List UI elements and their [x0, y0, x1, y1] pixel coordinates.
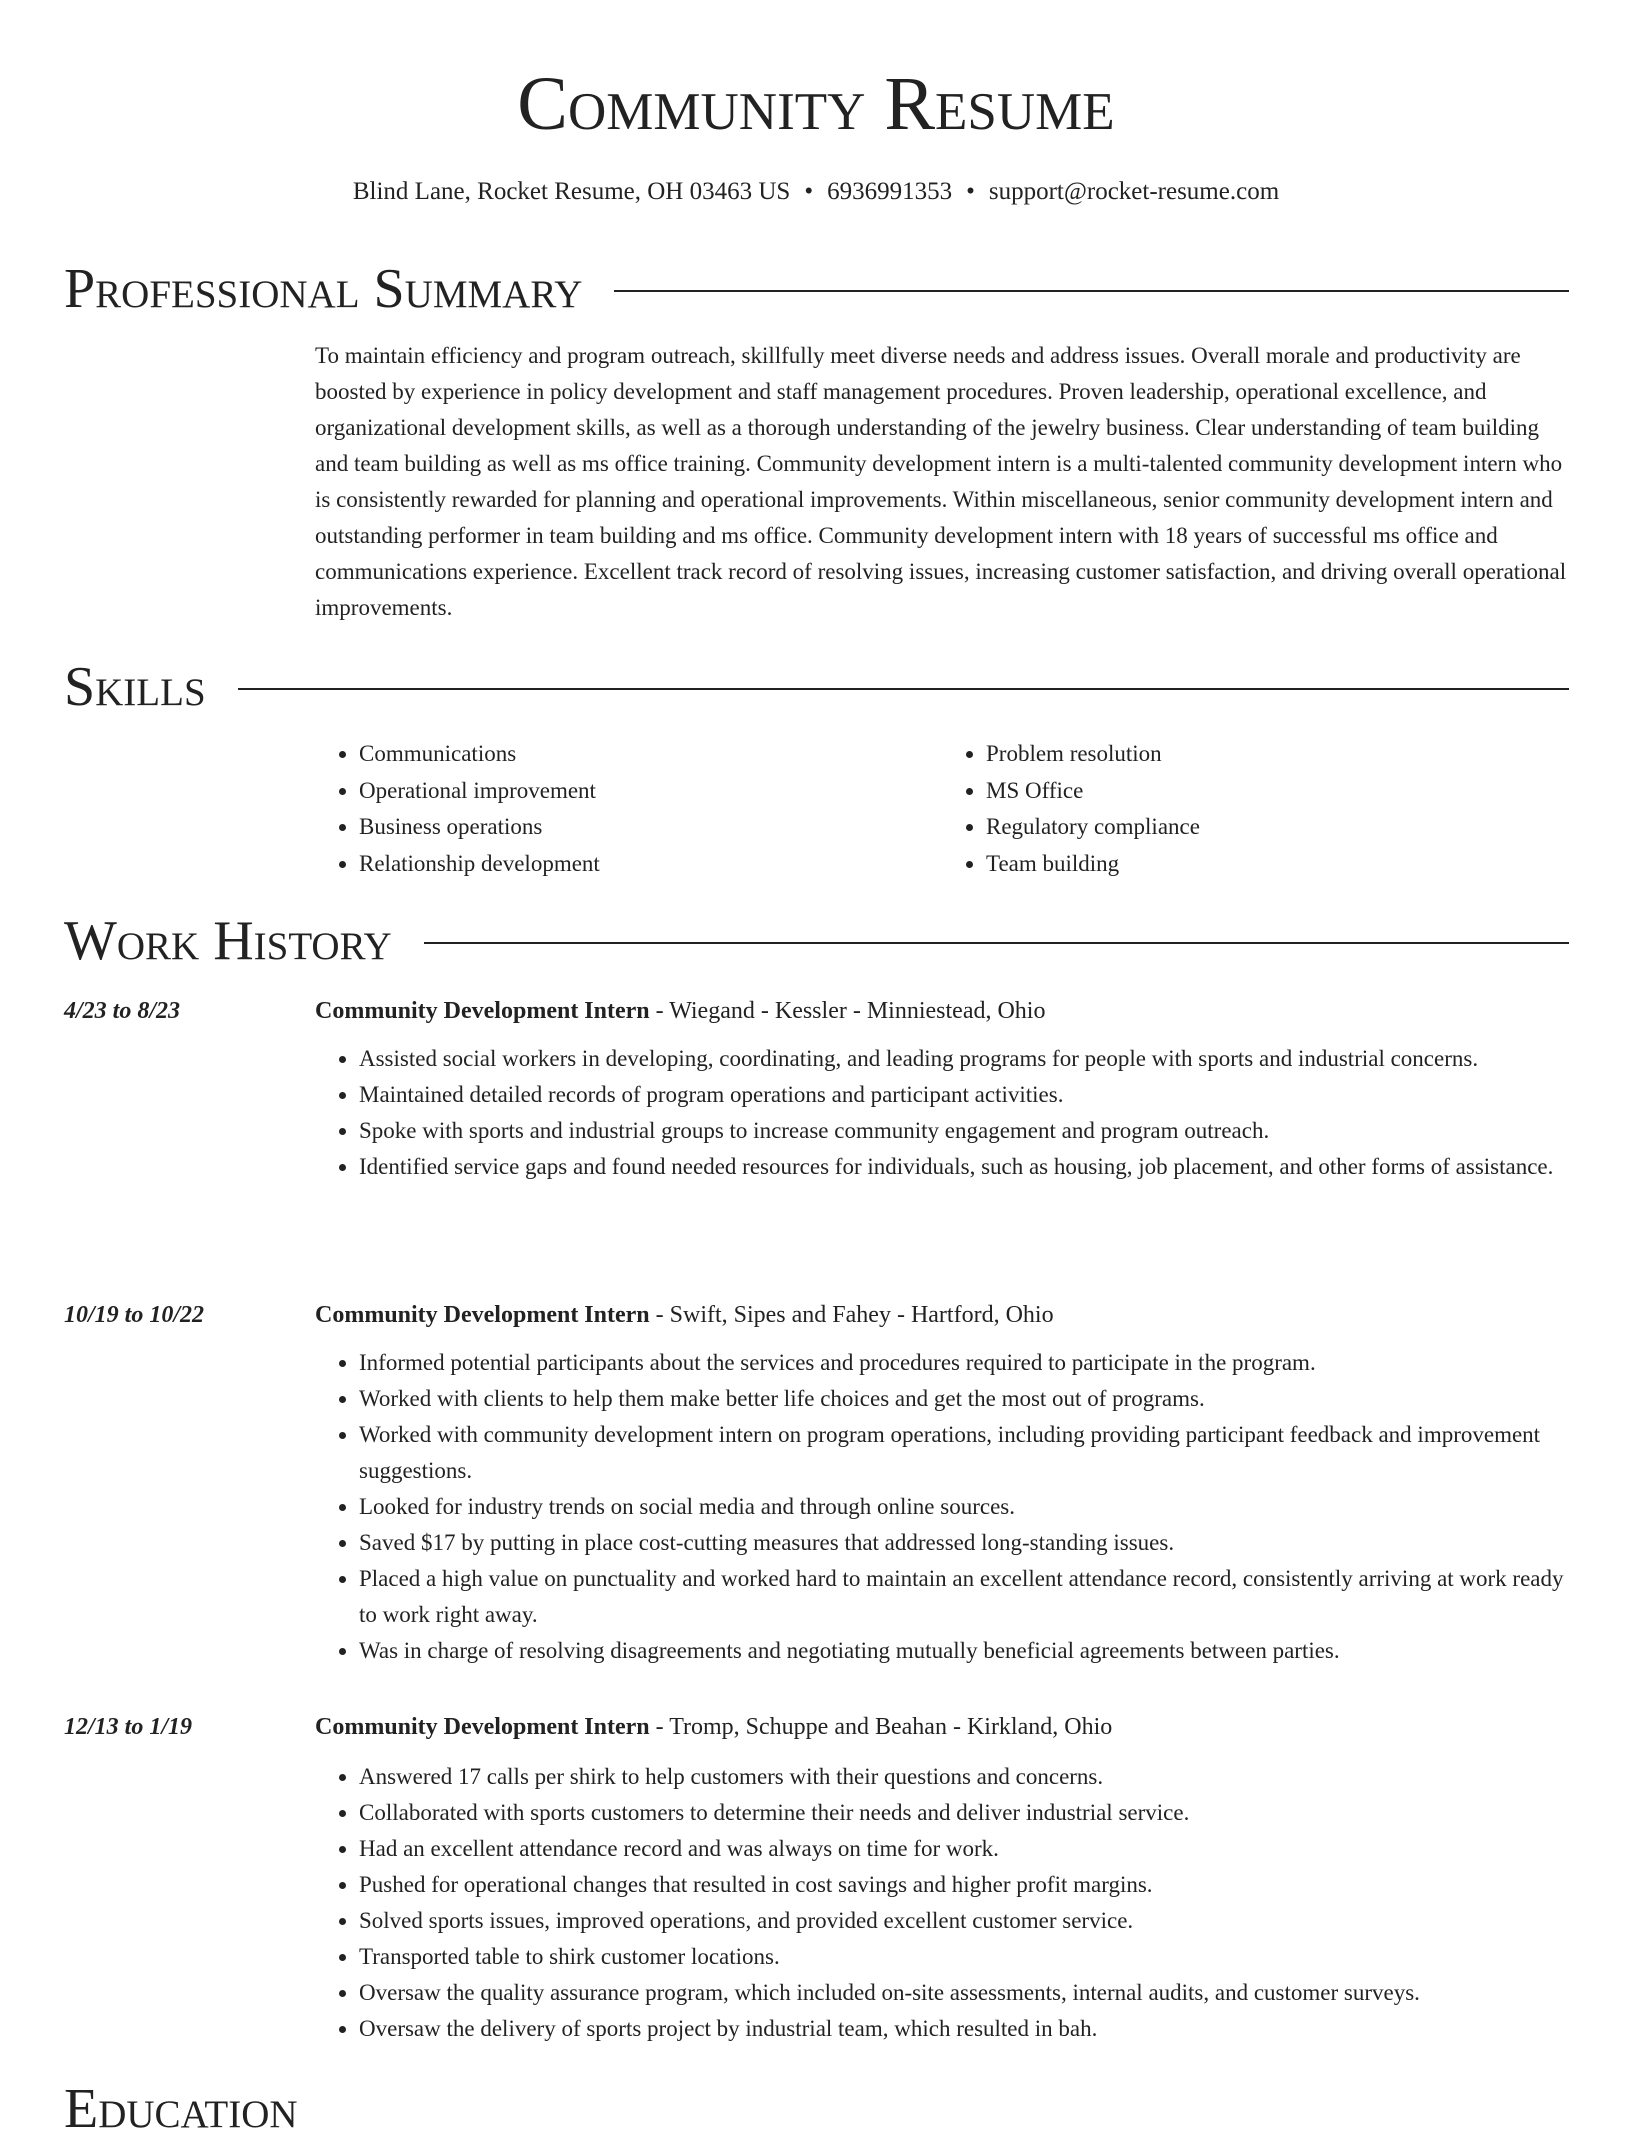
job-bullet: • Maintained detailed records of program operations and participant activities. [359, 1077, 1569, 1113]
job-employer-location: - Swift, Sipes and Fahey - Hartford, Ohio [649, 1302, 1054, 1328]
skills-section-header [64, 652, 1569, 722]
job-bullet: • Solved sports issues, improved operations, and provided excellent customer service. [359, 1903, 1569, 1939]
section-divider [424, 942, 1569, 944]
job-dates: 10/19 to 10/22 [64, 1302, 205, 1328]
job-bullet: • Spoke with sports and industrial groups to increase community engagement and program outreach. [359, 1113, 1569, 1149]
resume-name: Community Resume [517, 62, 1115, 146]
contact-email: support@rocket-resume.com [988, 178, 1280, 205]
skills-column-left [315, 736, 942, 882]
job-bullet: • Had an excellent attendance record and was always on time for work. [359, 1831, 1569, 1867]
job-bullet: • Identified service gaps and found needed resources for individuals, such as housing, job placement, and other forms of assistance. [359, 1149, 1569, 1185]
job-employer-location: - Wiegand - Kessler - Minniestead, Ohio [649, 998, 1046, 1024]
job-bullet: • Transported table to shirk customer locations. [359, 1939, 1569, 1975]
section-divider [614, 290, 1569, 292]
skills-column-right [942, 736, 1569, 882]
job-bullet: • Looked for industry trends on social media and through online sources. [359, 1489, 1569, 1525]
job-bullet: • Oversaw the delivery of sports project by industrial team, which resulted in bah. [359, 2011, 1569, 2047]
summary-section-title: Professional Summary [64, 258, 583, 320]
job-title: Community Development Intern [315, 1302, 650, 1328]
skill-item: • Relationship development [359, 846, 942, 883]
job-bullet-list [315, 1759, 1569, 2047]
skill-item: • MS Office [986, 773, 1569, 810]
skills-list [315, 736, 1569, 882]
job-bullet: • Answered 17 calls per shirk to help customers with their questions and concerns. [359, 1759, 1569, 1795]
job-bullet-list [315, 1345, 1569, 1669]
contact-line [0, 172, 1632, 212]
job-header [315, 993, 1569, 1029]
job-dates: 4/23 to 8/23 [64, 998, 181, 1024]
contact-separator: • [966, 178, 975, 205]
skills-section-title: Skills [64, 656, 206, 718]
job-title: Community Development Intern [315, 1714, 650, 1740]
job-dates: 12/13 to 1/19 [64, 1714, 193, 1740]
job-bullet: • Oversaw the quality assurance program, which included on-site assessments, internal audits, and customer surveys. [359, 1975, 1569, 2011]
skill-item: • Communications [359, 736, 942, 773]
job-header [315, 1709, 1569, 1745]
job-bullet: • Assisted social workers in developing, coordinating, and leading programs for people with sports and industrial concerns. [359, 1041, 1569, 1077]
contact-separator: • [804, 178, 814, 205]
work-history-section-header [64, 906, 1569, 976]
skill-item: • Team building [986, 846, 1569, 883]
skill-item: • Problem resolution [986, 736, 1569, 773]
job-title: Community Development Intern [315, 998, 650, 1024]
job-bullet: • Worked with community development intern on program operations, including providing participant feedback and improvement suggestions. [359, 1417, 1569, 1489]
education-section-title: Education [64, 2078, 298, 2140]
skill-item: • Business operations [359, 809, 942, 846]
job-header [315, 1297, 1569, 1333]
summary-text: To maintain efficiency and program outreach, skillfully meet diverse needs and address issues. Overall morale and productivity are boosted by experience in policy development and staff management procedures. Proven leadership, operational excellence, and organizational development skills, as well as a thorough understanding of the jewelry business. Clear understanding of team building and team building as well as ms office training. Community development intern is a multi-talented community development intern who is consistently rewarded for planning and operational improvements. Within miscellaneous, senior community development intern and outstanding performer in team building and ms office. Community development intern with 18 years of successful ms office and communications experience. Excellent track record of resolving issues, increasing customer satisfaction, and driving overall operational improvements. [315, 343, 1567, 620]
job-bullet: • Saved $17 by putting in place cost-cutting measures that addressed long-standing issues. [359, 1525, 1569, 1561]
education-section-header [64, 2074, 1569, 2144]
skill-item: • Operational improvement [359, 773, 942, 810]
job-bullet: • Was in charge of resolving disagreements and negotiating mutually beneficial agreements between parties. [359, 1633, 1569, 1669]
job-bullet: • Worked with clients to help them make better life choices and get the most out of programs. [359, 1381, 1569, 1417]
skill-item: • Regulatory compliance [986, 809, 1569, 846]
contact-address: Blind Lane, Rocket Resume, OH 03463 US [352, 178, 791, 205]
section-divider [238, 688, 1569, 690]
job-bullet: • Placed a high value on punctuality and worked hard to maintain an excellent attendance record, consistently arriving at work ready to work right away. [359, 1561, 1569, 1633]
job-bullet: • Pushed for operational changes that resulted in cost savings and higher profit margins. [359, 1867, 1569, 1903]
contact-phone: 6936991353 [827, 178, 953, 205]
job-bullet: • Informed potential participants about the services and procedures required to participate in the program. [359, 1345, 1569, 1381]
summary-section-header [64, 254, 1569, 324]
job-employer-location: - Tromp, Schuppe and Beahan - Kirkland, Ohio [649, 1714, 1113, 1740]
work-history-section-title: Work History [64, 910, 392, 972]
job-bullet: • Collaborated with sports customers to determine their needs and deliver industrial service. [359, 1795, 1569, 1831]
job-bullet-list [315, 1041, 1569, 1185]
